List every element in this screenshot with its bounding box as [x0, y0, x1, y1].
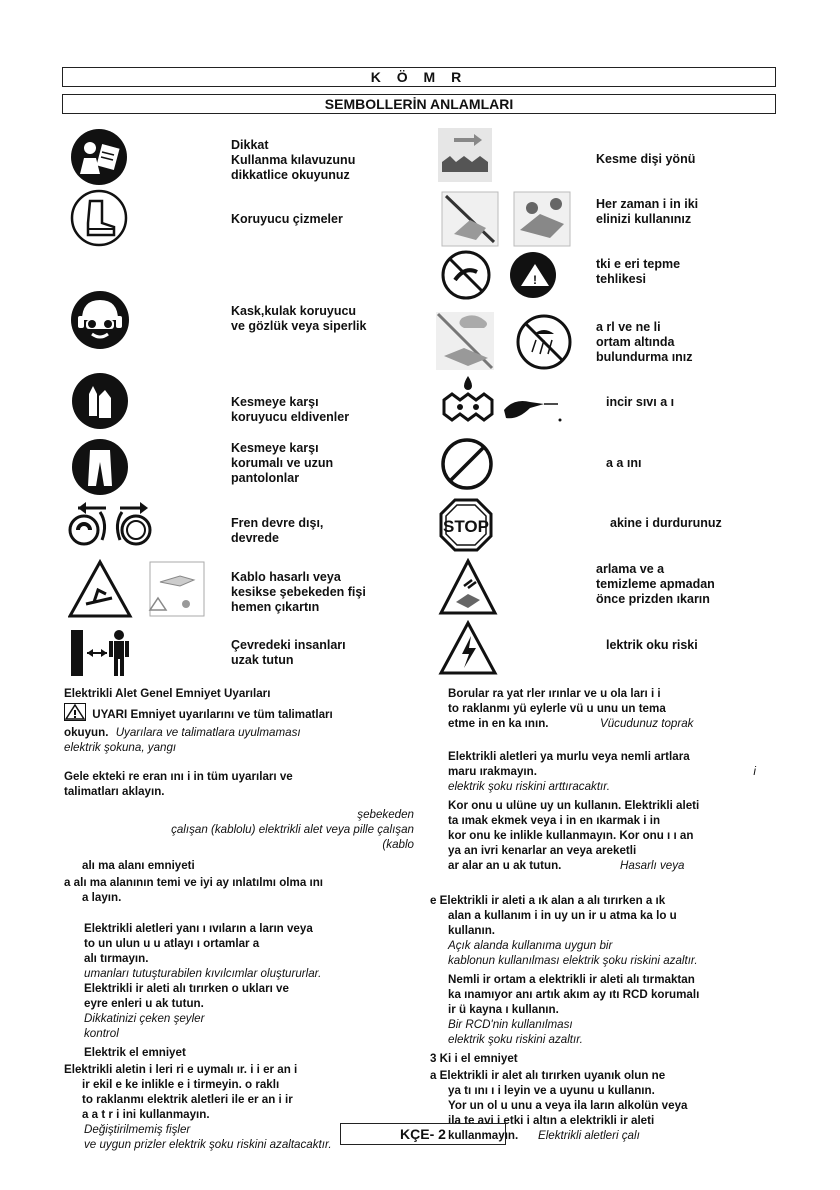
cable-damage-icon	[68, 558, 208, 620]
symbol-label-chain-oil: incir sıvı a ı	[606, 395, 675, 409]
warning-icon	[64, 703, 86, 725]
chapter-title: K Ö M R	[62, 67, 776, 87]
section-2c-italic: elektrik şoku riskini arttıracaktır.	[448, 780, 610, 793]
term-definition: şebekeden çalışan (kablolu) elektrikli alet veya pille çalışan (kablo	[171, 808, 414, 851]
warning-bold: UYARI Emniyet uyarılarını ve tüm talimatları okuyun.	[64, 708, 333, 739]
kickback-icon	[441, 250, 571, 300]
symbol-label-brake: Fren devre dışı, devrede	[231, 516, 324, 545]
section-2c-italic-i: i	[753, 765, 756, 778]
section-1b-italic: umanları tutuşturabilen kıvılcımlar oluştururlar.	[84, 967, 322, 980]
cutting-direction-icon	[436, 126, 494, 184]
symbol-label-manual: Dikkat Kullanma kılavuzunu dikkatlice okuyunuz	[231, 138, 356, 182]
symbol-label-electric-shock: lektrik oku riski	[606, 638, 698, 652]
helmet-icon	[70, 290, 130, 350]
section-3-title: 3 Ki i el emniyet	[430, 1052, 518, 1065]
section-1c-italic: Dikkatinizi çeken şeyler kontrol	[84, 1012, 205, 1040]
safety-heading: Elektrikli Alet Genel Emniyet Uyarıları	[64, 687, 271, 700]
section-2f-bold: Nemli ir ortam a elektrikli ir aleti alı tırmaktan ka ınamıyor anı artık akım ay ıtı RCD korumalı ir ü kayna ı kullanın.	[448, 973, 700, 1016]
keep-instructions: Gele ekteki re eran ını i in tüm uyarıları ve talimatları aklayın.	[64, 770, 293, 798]
page-number: KÇE- 2	[340, 1123, 506, 1145]
symbol-label-cable-damage: Kablo hasarlı veya kesikse şebekeden fişi hemen çıkartın	[231, 570, 366, 614]
svg-text:STOP: STOP	[443, 517, 489, 536]
svg-text:!: !	[533, 273, 537, 287]
section-2b-italic: Vücudunuz toprak	[600, 717, 694, 730]
section-2c-bold: Elektrikli aletleri ya murlu veya nemli artlara maru ırakmayın.	[448, 750, 690, 778]
gloves-icon	[71, 372, 129, 430]
section-2f-italic: Bir RCD'nin kullanılması elektrik şoku riskini azaltır.	[448, 1018, 583, 1046]
safety-text-right	[430, 686, 782, 1143]
symbol-label-gloves: Kesmeye karşı koruyucu eldivenler	[231, 395, 350, 424]
brake-icon	[66, 498, 160, 548]
trousers-icon	[71, 438, 129, 496]
symbol-label-cutting-direction: Kesme dişi yönü	[596, 152, 696, 166]
section-2d-italic: Hasarlı veya	[620, 859, 685, 872]
symbol-label-rain: a rl ve ne li ortam altında bulundurma ınız	[596, 320, 693, 364]
electric-shock-icon	[438, 620, 498, 676]
symbol-label-unplug-maintenance: arlama ve a temizleme apmadan önce prizden ıkarın	[596, 562, 715, 606]
section-3a-italic: Elektrikli aletleri çalı	[538, 1129, 640, 1142]
symbol-label-two-hands: Her zaman i in iki elinizi kullanınız	[596, 197, 699, 226]
section-2a-bold: Elektrikli aletin i leri ri e uymalı ır. i i er an i ir ekil e ke inlikle e i tirmeyin. o raklı to raklanmı elektrik aletleri ile er an i ir a a t r i ini kullanmayın.	[64, 1063, 298, 1121]
boots-icon	[70, 189, 128, 247]
section-1c-bold: Elektrikli ir aleti alı tırırken o ukları ve eyre enleri u ak tutun.	[84, 982, 289, 1010]
stop-icon	[439, 498, 493, 552]
section-2-title: Elektrik el emniyet	[84, 1046, 186, 1059]
section-3a-bold: a Elektrikli ir alet alı tırırken uyanık olun ne ya tı ını ı i leyin ve a uyunu u kullanın. Yor un ol u unu a veya ila ların alkolün veya ila te avi i etki i altın a elektrikli ir aleti kullanmayın.	[430, 1069, 688, 1142]
symbol-label-stop: akine i durdurunuz	[610, 516, 722, 530]
section-2e-bold: e Elektrikli ir aleti a ık alan a alı tırırken a ık alan a kullanım i in uy un ir u atma ka lo u kullanın.	[430, 894, 677, 937]
section-2b-bold: Borular ra yat rler ırınlar ve u ola ları i i to raklanmı yü eylerle vü u unu un tema etme in en ka ının.	[448, 687, 666, 730]
warning-italic: Uyarılara ve talimatlara uyulmaması elektrik şokuna, yangı	[64, 726, 301, 754]
prohibited-icon	[440, 437, 494, 491]
symbol-label-distance: Çevredeki insanları uzak tutun	[231, 638, 346, 667]
section-1a: a alı ma alanının temi ve iyi ay ınlatılmı olma ını a layın.	[64, 876, 324, 904]
section-2a-italic: Değiştirilmemiş fişler ve uygun prizler elektrik şoku riskini azaltacaktır.	[84, 1123, 332, 1151]
section-1b-bold: Elektrikli aletleri yanı ı ıvıların a ların veya to un ulun u u atlayı ı ortamlar a alı tırmayın.	[84, 922, 313, 965]
distance-icon	[69, 628, 135, 678]
section-2e-italic: Açık alanda kullanıma uygun bir kablonun kullanılması elektrik şoku riskini azaltır.	[448, 939, 698, 967]
section-1-title: alı ma alanı emniyeti	[82, 859, 195, 872]
unplug-maintenance-icon	[438, 558, 498, 616]
warning-paragraph	[64, 703, 414, 755]
symbol-label-helmet: Kask,kulak koruyucu ve gözlük veya siperlik	[231, 304, 367, 333]
symbol-label-prohibited: a a ını	[606, 456, 642, 470]
rain-icon	[434, 310, 576, 372]
two-hands-icon	[440, 190, 574, 248]
symbol-label-kickback: tki e eri tepme tehlikesi	[596, 257, 681, 286]
symbol-label-boots: Koruyucu çizmeler	[231, 212, 343, 226]
section-2d-bold: Kor onu u ulüne uy un kullanın. Elektrikli aleti ta ımak ekmek veya i in en ıkarmak i in kor onu ke inlikle kullanmayın. Kor onu ı ı an ya an ivri kenarlar an veya areketli ar alar an u ak tutun.	[448, 799, 700, 872]
chain-oil-icon	[440, 374, 566, 428]
safety-text-left	[64, 686, 414, 1152]
section-title: SEMBOLLERİN ANLAMLARI	[62, 94, 776, 114]
manual-icon	[70, 128, 128, 186]
symbol-label-trousers: Kesmeye karşı korumalı ve uzun pantolonlar	[231, 441, 334, 485]
